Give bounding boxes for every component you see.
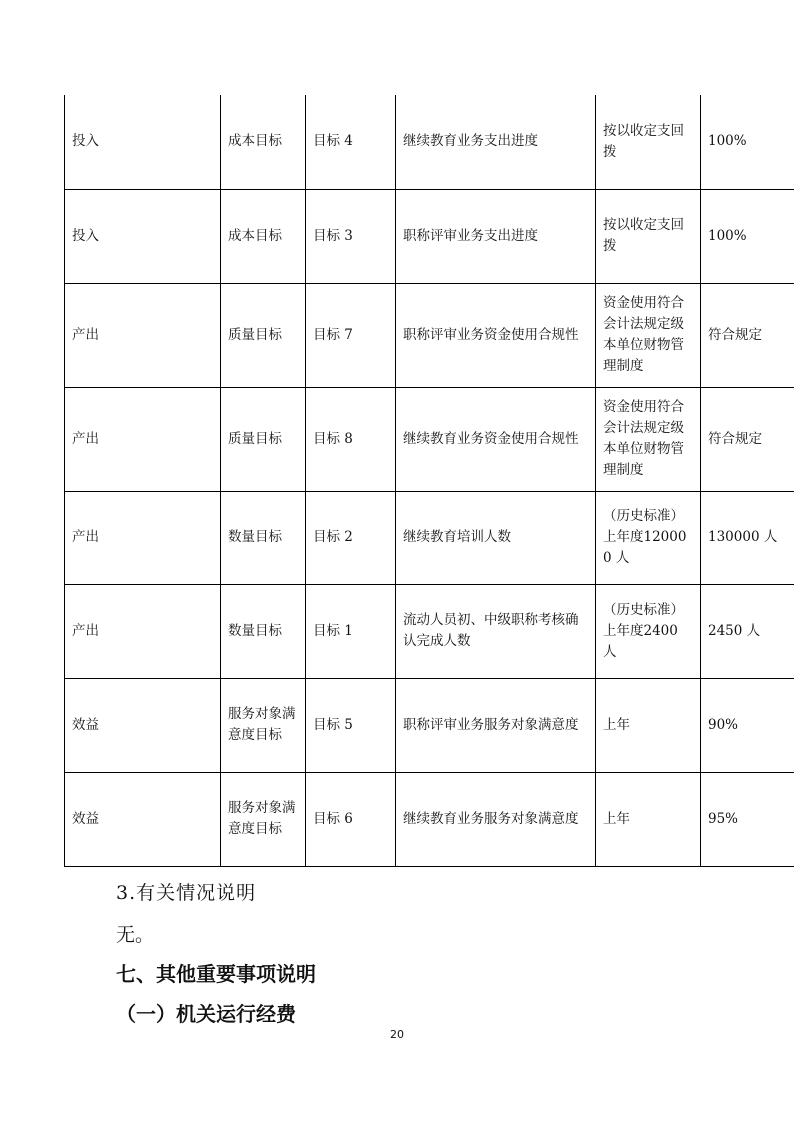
- indicator-cell: 服务对象满意度目标: [221, 772, 306, 866]
- notes-heading: 3.有关情况说明: [116, 882, 257, 904]
- value-cell: 符合规定: [701, 283, 794, 387]
- description-cell: 继续教育业务资金使用合规性: [396, 387, 596, 491]
- description-cell: 职称评审业务支出进度: [396, 189, 596, 283]
- indicator-cell: 数量目标: [221, 584, 306, 678]
- table-row: [65, 95, 794, 189]
- category-cell: 投入: [65, 189, 221, 283]
- page-number: 20: [390, 1028, 404, 1041]
- target-cell: 目标 4: [306, 95, 396, 189]
- table-row: [65, 772, 794, 866]
- target-cell: 目标 2: [306, 491, 396, 584]
- indicator-cell: 服务对象满意度目标: [221, 678, 306, 772]
- category-cell: 产出: [65, 491, 221, 584]
- value-cell: 95%: [701, 772, 794, 866]
- section-subheading: （一）机关运行经费: [116, 1002, 296, 1026]
- value-cell: 2450 人: [701, 584, 794, 678]
- standard-cell: 上年: [596, 678, 701, 772]
- standard-cell: （历史标准）上年度2400 人: [596, 584, 701, 678]
- value-cell: 符合规定: [701, 387, 794, 491]
- target-cell: 目标 7: [306, 283, 396, 387]
- table-row: [65, 189, 794, 283]
- value-cell: 130000 人: [701, 491, 794, 584]
- table-row: [65, 387, 794, 491]
- standard-cell: 按以收定支回拨: [596, 95, 701, 189]
- table-row: [65, 678, 794, 772]
- description-cell: 继续教育业务支出进度: [396, 95, 596, 189]
- target-cell: 目标 8: [306, 387, 396, 491]
- description-cell: 职称评审业务资金使用合规性: [396, 283, 596, 387]
- description-cell: 继续教育培训人数: [396, 491, 596, 584]
- value-cell: 90%: [701, 678, 794, 772]
- description-cell: 流动人员初、中级职称考核确认完成人数: [396, 584, 596, 678]
- table-row: [65, 584, 794, 678]
- table-row: [65, 283, 794, 387]
- category-cell: 投入: [65, 95, 221, 189]
- description-cell: 继续教育业务服务对象满意度: [396, 772, 596, 866]
- standard-cell: 资金使用符合会计法规定级本单位财物管理制度: [596, 387, 701, 491]
- target-cell: 目标 3: [306, 189, 396, 283]
- category-cell: 产出: [65, 387, 221, 491]
- section-heading: 七、其他重要事项说明: [116, 962, 316, 986]
- table-row: [65, 491, 794, 584]
- standard-cell: 资金使用符合会计法规定级本单位财物管理制度: [596, 283, 701, 387]
- indicator-cell: 成本目标: [221, 95, 306, 189]
- target-cell: 目标 6: [306, 772, 396, 866]
- target-cell: 目标 1: [306, 584, 396, 678]
- indicator-cell: 数量目标: [221, 491, 306, 584]
- value-cell: 100%: [701, 189, 794, 283]
- category-cell: 产出: [65, 283, 221, 387]
- category-cell: 效益: [65, 772, 221, 866]
- standard-cell: 上年: [596, 772, 701, 866]
- category-cell: 产出: [65, 584, 221, 678]
- category-cell: 效益: [65, 678, 221, 772]
- standard-cell: （历史标准）上年度120000 人: [596, 491, 701, 584]
- indicator-cell: 质量目标: [221, 387, 306, 491]
- standard-cell: 按以收定支回拨: [596, 189, 701, 283]
- target-cell: 目标 5: [306, 678, 396, 772]
- indicator-cell: 质量目标: [221, 283, 306, 387]
- description-cell: 职称评审业务服务对象满意度: [396, 678, 596, 772]
- notes-body: 无。: [116, 924, 155, 946]
- value-cell: 100%: [701, 95, 794, 189]
- indicator-cell: 成本目标: [221, 189, 306, 283]
- performance-target-table: [64, 95, 794, 867]
